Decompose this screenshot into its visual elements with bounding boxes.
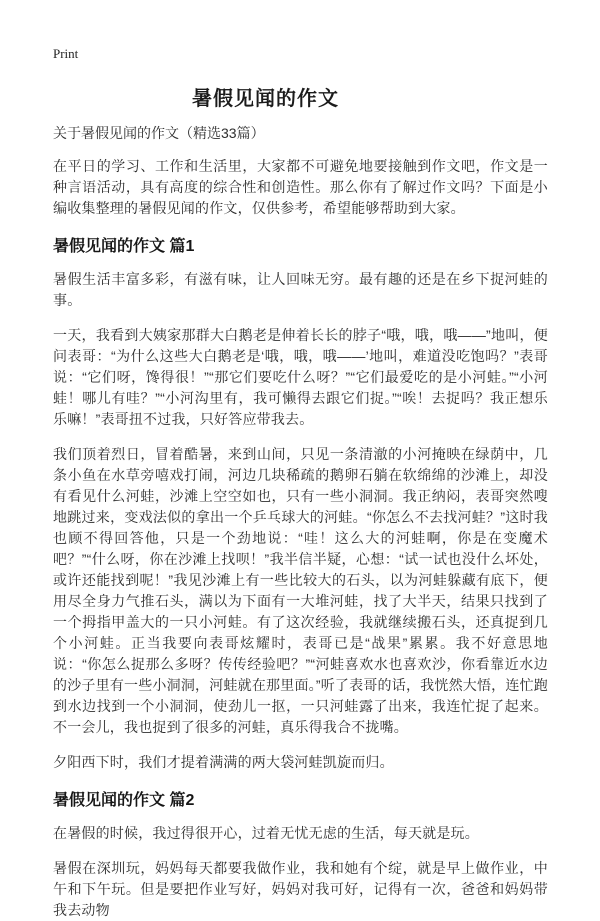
section1-paragraph-1: 暑假生活丰富多彩，有滋有味，让人回味无穷。最有趣的还是在乡下捉河蛙的事。 (53, 271, 548, 308)
page-title: 暑假见闻的作文 (192, 88, 339, 110)
print-button[interactable]: Print (53, 46, 79, 61)
section-heading-2: 暑假见闻的作文 篇2 (53, 792, 195, 809)
section1-paragraph-2: 一天，我看到大姨家那群大白鹅老是伸着长长的脖子“哦，哦，哦——”地叫，便问表哥：“为什么这些大白鹅老是‘哦，哦，哦——’地叫，难道没吃饱吗？”表哥说：“它们呀，馋得很！”“那它们要吃什么呀？”“它们最爱吃的是小河蛙。”“小河蛙！哪儿有哇？”“小河沟里有，我可懒得去跟它们捉。”“唉！去捉吗？我正想乐乐嘛！”表哥扭不过我，只好答应带我去。 (53, 327, 548, 427)
section-heading-1: 暑假见闻的作文 篇1 (53, 238, 195, 255)
section2-paragraph-1: 在暑假的时候，我过得很开心，过着无忧无虑的生活，每天就是玩。 (53, 825, 479, 841)
subtitle: 关于暑假见闻的作文（精选33篇） (53, 125, 265, 141)
section1-paragraph-4: 夕阳西下时，我们才提着满满的两大袋河蛙凯旋而归。 (53, 754, 394, 770)
section2-paragraph-2: 暑假在深圳玩，妈妈每天都要我做作业，我和她有个绽，就是早上做作业，中午和下午玩。但是要把作业写好，妈妈对我可好，记得有一次，爸爸和妈妈带我去动物 (53, 860, 548, 918)
section1-paragraph-3: 我们顶着烈日，冒着酷暑，来到山间，只见一条清澈的小河掩映在绿荫中，几条小鱼在水草旁嘻戏打闹，河边几块稀疏的鹅卵石躺在软绵绵的沙滩上，却没有看见什么河蛙，沙滩上空空如也，只有一些小洞洞。我正纳闷，表哥突然嗖地跳过来，变戏法似的拿出一个乒乓球大的河蛙。“你怎么不去找河蛙？”这时我也顾不得回答他，只是一个劲地说：“哇！这么大的河蛙啊，你是在变魔术吧？”“什么呀，你在沙滩上找呗！”我半信半疑，心想：“试一试也没什么坏处，或许还能找到呢！”我见沙滩上有一些比较大的石头，以为河蛙躲藏有底下，便用尽全身力气推石头，满以为下面有一大堆河蛙，找了大半天，结果只找到了一个拇指甲盖大的一只小河蛙。有了这次经验，我就继续搬石头，还真捉到几个小河蛙。正当我要向表哥炫耀时，表哥已是“战果”累累。我不好意思地说：“你怎么捉那么多呀？传传经验吧？”“河蛙喜欢水也喜欢沙，你看靠近水边的沙子里有一些小洞洞，河蛙就在那里面。”听了表哥的话，我恍然大悟，连忙跑到水边找到一个小洞洞，使劲儿一抠，一只河蛙露了出来，我连忙捉了起来。不一会儿，我也捉到了很多的河蛙，真乐得我合不拢嘴。 (53, 446, 548, 735)
intro-paragraph: 在平日的学习、工作和生活里，大家都不可避免地要接触到作文吧，作文是一种言语活动，具有高度的综合性和创造性。那么你有了解过作文吗？下面是小编收集整理的暑假见闻的作文，仅供参考，希望能够帮助到大家。 (53, 158, 548, 216)
